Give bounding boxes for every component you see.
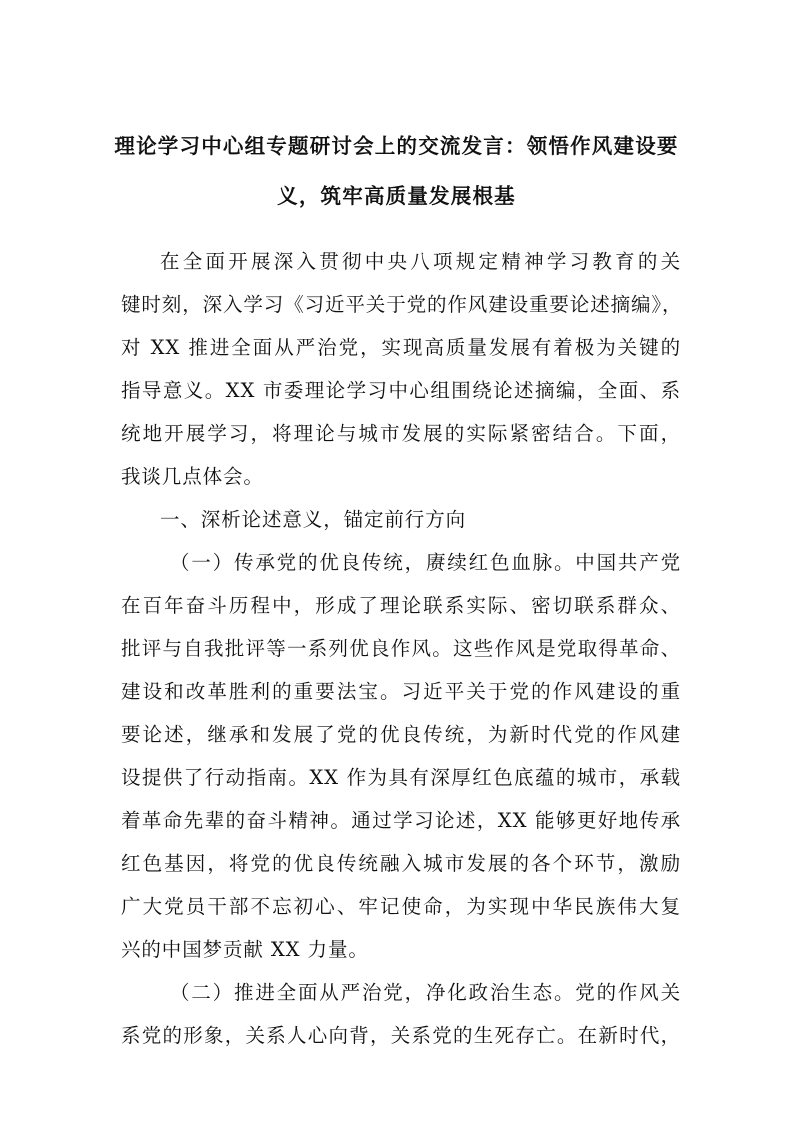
document-title-line-2: 义，筑牢高质量发展根基: [277, 184, 516, 208]
paragraph-line: 指导意义。XX 市委理论学习中心组围绕论述摘编，全面、系: [121, 379, 681, 402]
paragraph-line: 我谈几点体会。: [121, 465, 264, 488]
paragraph-line: （一）传承党的优良传统，赓续红色血脉。中国共产党: [170, 551, 681, 574]
paragraph-line: 键时刻，深入学习《习近平关于党的作风建设重要论述摘编》，: [121, 293, 683, 316]
paragraph-line: 统地开展学习，将理论与城市发展的实际紧密结合。下面，: [121, 422, 681, 445]
paragraph-line: 广大党员干部不忘初心、牢记使命，为实现中华民族伟大复: [121, 895, 681, 918]
document-title-line-1: 理论学习中心组专题研讨会上的交流发言：领悟作风建设要: [114, 134, 679, 158]
paragraph-line: 建设和改革胜利的重要法宝。习近平关于党的作风建设的重: [121, 680, 681, 703]
paragraph-line: 红色基因，将党的优良传统融入城市发展的各个环节，激励: [121, 852, 681, 875]
paragraph-line: 在百年奋斗历程中，形成了理论联系实际、密切联系群众、: [121, 594, 681, 617]
section-heading: 一、深析论述意义，锚定前行方向: [160, 508, 467, 531]
paragraph-line: 着革命先辈的奋斗精神。通过学习论述，XX 能够更好地传承: [121, 809, 681, 832]
paragraph-line: 批评与自我批评等一系列优良作风。这些作风是党取得革命、: [121, 637, 681, 660]
paragraph-line: 兴的中国梦贡献 XX 力量。: [121, 938, 369, 961]
paragraph-line: 在全面开展深入贯彻中央八项规定精神学习教育的关: [160, 250, 681, 273]
paragraph-line: （二）推进全面从严治党，净化政治生态。党的作风关: [170, 981, 681, 1004]
paragraph-line: 要论述，继承和发展了党的优良传统，为新时代党的作风建: [121, 723, 681, 746]
paragraph-line: 系党的形象，关系人心向背，关系党的生死存亡。在新时代，: [121, 1024, 681, 1047]
paragraph-line: 设提供了行动指南。XX 作为具有深厚红色底蕴的城市，承载: [121, 766, 681, 789]
paragraph-line: 对 XX 推进全面从严治党，实现高质量发展有着极为关键的: [121, 336, 681, 359]
